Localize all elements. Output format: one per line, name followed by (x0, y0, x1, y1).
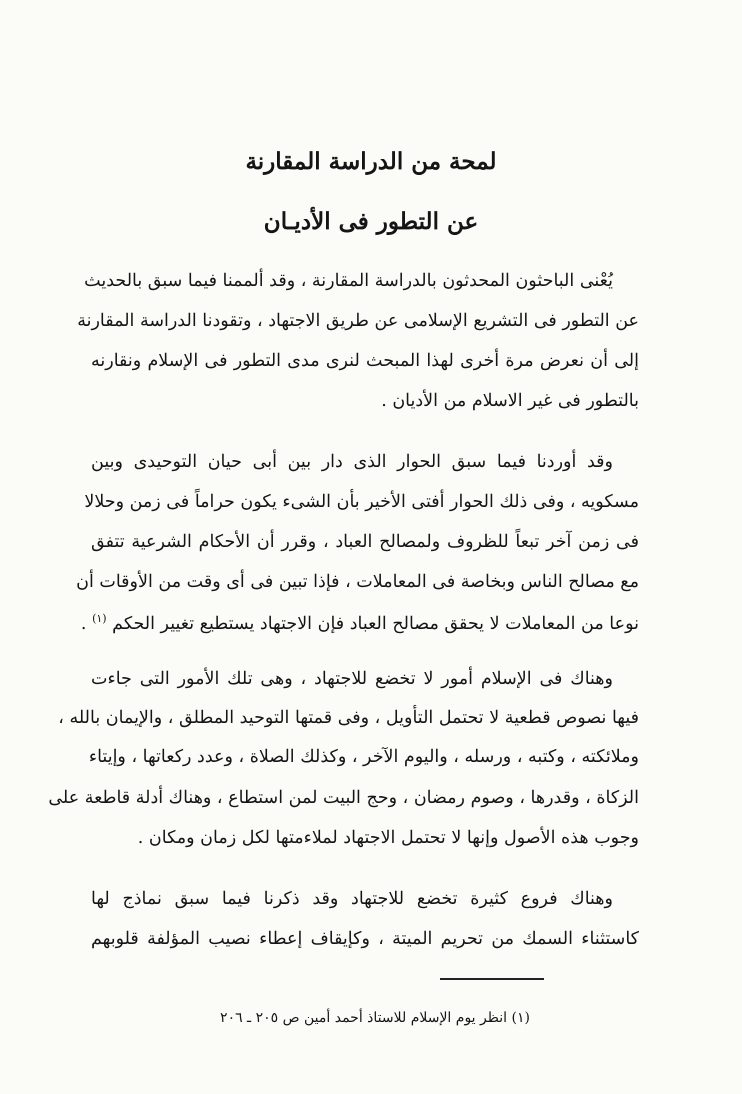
paragraph-4-line-2: كاستثناء السمك من تحريم الميتة ، وكإيقاف إعطاء نصيب المؤلفة قلوبهم (91, 929, 639, 949)
paragraph-2-line-5-text: نوعا من المعاملات لا يحقق مصالح العباد فإن الاجتهاد يستطيع تغيير الحكم (112, 613, 639, 634)
page-title-line-1: لمحة من الدراسة المقارنة (245, 148, 497, 175)
paragraph-2-line-2: مسكويه ، وفى ذلك الحوار أفتى الأخير بأن الشىء يكون حراماً فى زمن وحلالا (84, 492, 639, 512)
footnote-divider (440, 978, 544, 980)
paragraph-2-line-1: وقد أوردنا فيما سبق الحوار الذى دار بين أبى حيان التوحيدى وبين (91, 452, 613, 472)
paragraph-2-line-4: مع مصالح الناس وبخاصة فى المعاملات ، فإذا تبين فى أى وقت من الأوقات أن (76, 572, 639, 592)
paragraph-3-line-3: وملائكته ، وكتبه ، ورسله ، واليوم الآخر ، وكذلك الصلاة ، وعدد ركعاتها ، وإيتاء (88, 747, 639, 767)
paragraph-3-line-1: وهناك فى الإسلام أمور لا تخضع للاجتهاد ، وهى تلك الأمور التى جاءت (91, 669, 613, 689)
paragraph-3-line-5: وجوب هذه الأصول وإنها لا تحتمل الاجتهاد لملاءمتها لكل زمان ومكان . (137, 828, 639, 848)
paragraph-2-line-3: فى زمن آخر تبعاً للظروف ولمصالح العباد ، وقرر أن الأحكام الشرعية تتفق (91, 532, 639, 552)
paragraph-2-end-period: . (80, 613, 87, 634)
paragraph-1-line-1: يُعْنى الباحثون المحدثون بالدراسة المقارنة ، وقد ألممنا فيما سبق بالحديث (84, 271, 613, 291)
page-title-line-2: عن التطور فى الأديـان (263, 208, 479, 235)
footnote-reference: (١) (92, 612, 107, 625)
paragraph-3-line-4: الزكاة ، وقدرها ، وصوم رمضان ، وحج البيت لمن استطاع ، وهناك أدلة قاطعة على (48, 788, 639, 808)
footnote-text: (١) انظر يوم الإسلام للاستاذ أحمد أمين ص ٢٠٥ ـ ٢٠٦ (220, 1010, 530, 1026)
paragraph-3-line-2: فيها نصوص قطعية لا تحتمل التأويل ، وفى قمتها التوحيد المطلق ، والإيمان بالله ، (58, 708, 639, 728)
paragraph-1-line-2: عن التطور فى التشريع الإسلامى عن طريق الاجتهاد ، وتقودنا الدراسة المقارنة (77, 311, 639, 331)
paragraph-4-line-1: وهناك فروع كثيرة تخضع للاجتهاد وقد ذكرنا فيما سبق نماذج لها (91, 889, 613, 909)
paragraph-2-line-5 (80, 604, 639, 639)
paragraph-1-line-3: إلى أن نعرض مرة أخرى لهذا المبحث لنرى مدى التطور فى الإسلام ونقارنه (91, 351, 639, 371)
paragraph-1-line-4: بالتطور فى غير الاسلام من الأديان . (381, 391, 639, 411)
